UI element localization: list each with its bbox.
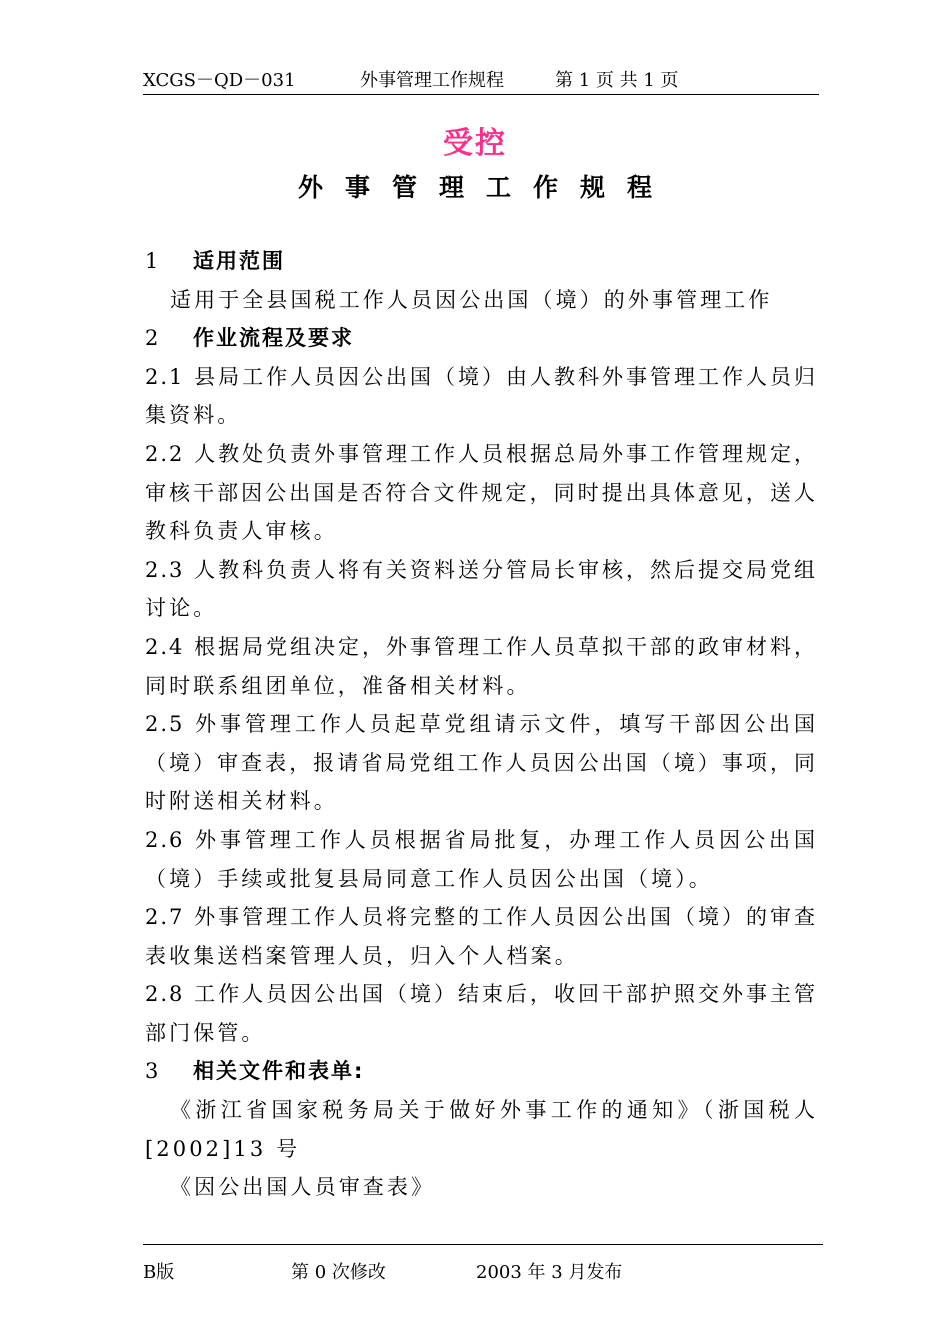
page-footer [143,1258,823,1288]
step-line: 2.2 人教处负责外事管理工作人员根据总局外事工作管理规定， [145,441,817,466]
document-body [145,242,817,1207]
step-line: 时附送相关材料。 [145,789,338,814]
step-line: 部门保管。 [145,1020,266,1045]
controlled-stamp: 受控 [443,126,507,161]
related-doc: [2002]13 号 [145,1136,301,1161]
section-heading: 2 作业流程及要求 [145,326,354,351]
version-label: B版 [143,1262,175,1283]
step-line: 2.8 工作人员因公出国（境）结束后，收回干部护照交外事主管 [145,982,817,1007]
step-line: 2.6 外事管理工作人员根据省局批复，办理工作人员因公出国 [145,827,817,852]
related-doc: 《因公出国人员审查表》 [170,1175,436,1200]
document-title: 外事管理工作规程 [297,173,674,202]
page-info: 第 1 页 共 1 页 [555,70,679,91]
step-line: （境）审查表，报请省局党组工作人员因公出国（境）事项，同 [145,750,817,775]
step-line: 集资料。 [145,403,242,428]
revision-label: 第 0 次修改 [291,1262,386,1283]
header-divider [143,94,819,95]
footer-divider [143,1244,823,1245]
step-line: （境）手续或批复县局同意工作人员因公出国（境）。 [145,866,713,891]
step-line: 2.4 根据局党组决定，外事管理工作人员草拟干部的政审材料， [145,634,817,659]
doc-code: XCGS－QD－031 [143,70,296,91]
step-line: 教科负责人审核。 [145,519,338,544]
step-line: 2.3 人教科负责人将有关资料送分管局长审核，然后提交局党组 [145,557,817,582]
header-doc-name: 外事管理工作规程 [360,70,504,91]
step-line: 讨论。 [145,596,218,621]
related-doc: 《浙江省国家税务局关于做好外事工作的通知》（浙国税人 [170,1098,817,1123]
step-line: 2.1 县局工作人员因公出国（境）由人教科外事管理工作人员归 [145,364,817,389]
step-line: 2.7 外事管理工作人员将完整的工作人员因公出国（境）的审查 [145,905,817,930]
scope-text: 适用于全县国税工作人员因公出国（境）的外事管理工作 [170,287,773,312]
step-line: 审核干部因公出国是否符合文件规定，同时提出具体意见，送人 [145,480,817,505]
page-header [143,64,819,94]
section-heading: 1 适用范围 [145,249,285,273]
step-line: 2.5 外事管理工作人员起草党组请示文件，填写干部因公出国 [145,712,817,737]
step-line: 同时联系组团单位，准备相关材料。 [145,673,531,698]
issue-date: 2003 年 3 月发布 [476,1262,623,1283]
step-line: 表收集送档案管理人员，归入个人档案。 [145,943,579,968]
section-heading: 3 相关文件和表单: [145,1059,365,1084]
